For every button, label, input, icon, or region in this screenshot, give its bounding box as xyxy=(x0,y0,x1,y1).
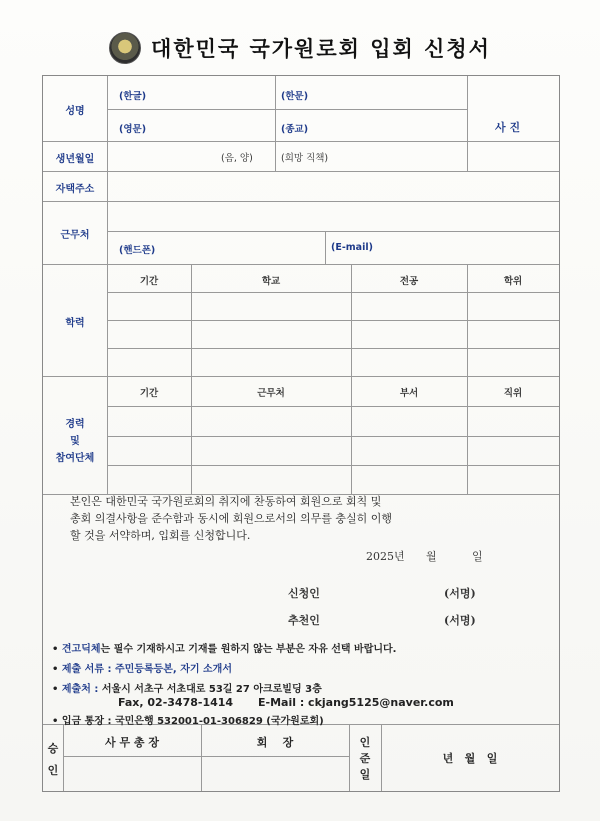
mobile-field[interactable]: (핸드폰) xyxy=(119,245,156,256)
note-fax: Fax, 02-3478-1414 xyxy=(118,696,234,709)
photo-box[interactable]: 사 진 xyxy=(495,121,521,134)
note-bank-text: 입금 통장 : 국민은행 532001-01-306829 (국가원로회) xyxy=(61,716,324,727)
recommender-label: 추천인 xyxy=(288,614,320,627)
pledge-line: 본인은 대한민국 국가원로회의 취지에 찬동하여 회원으로 회칙 및 xyxy=(70,495,382,508)
education-col-degree: 학위 xyxy=(503,276,523,287)
religion-field[interactable]: (종교) xyxy=(281,124,309,135)
address-label: 자택주소 xyxy=(55,184,95,195)
applicant-signature[interactable]: (서명) xyxy=(444,587,476,600)
career-label-line1: 경력 xyxy=(65,419,85,430)
career-col-position: 직위 xyxy=(503,388,523,399)
seal-icon xyxy=(109,32,141,64)
approval-date-field[interactable]: 년 월 일 xyxy=(442,752,498,765)
pledge-date-month[interactable]: 월 xyxy=(426,550,437,563)
hangul-field[interactable]: (한글) xyxy=(119,91,147,102)
note-bank: • 입금 통장 : 국민은행 532001-01-306829 (국가원로회) xyxy=(52,716,324,727)
note-submission: • 제출처 : 서울시 서초구 서초대로 53길 27 아크로빌딩 3층 xyxy=(52,684,322,695)
birth-label: 생년월일 xyxy=(55,154,95,165)
career-col-workplace: 근무처 xyxy=(257,388,285,399)
education-col-major: 전공 xyxy=(399,276,419,287)
recommender-signature[interactable]: (서명) xyxy=(444,614,476,627)
pledge-date-year[interactable]: 2025년 xyxy=(366,550,405,563)
desired-position-field[interactable]: (희망 직책) xyxy=(281,153,329,164)
career-col-period: 기간 xyxy=(139,388,159,399)
work-label: 근무처 xyxy=(60,230,90,241)
education-col-school: 학교 xyxy=(261,276,281,287)
email-field[interactable]: (E-mail) xyxy=(331,242,373,253)
pledge-date-day[interactable]: 일 xyxy=(472,550,483,563)
form-title: 대한민국 국가원로회 입회 신청서 xyxy=(151,37,491,61)
note-submission-address: 서울시 서초구 서초대로 53길 27 아크로빌딩 3층 xyxy=(101,684,322,695)
secretary-general-label: 사 무 총 장 xyxy=(105,736,159,749)
confirm-date-label-line1: 인 xyxy=(359,736,371,749)
name-label: 성명 xyxy=(65,106,85,117)
career-label-line2: 및 xyxy=(70,436,80,447)
note-email: E-Mail : ckjang5125@naver.com xyxy=(258,696,454,709)
note-documents-text: 제출 서류 : 주민등록등본, 자기 소개서 xyxy=(61,664,232,675)
pledge-line: 총회 의결사항을 준수함과 동시에 회원으로서의 의무를 충실히 이행 xyxy=(70,512,393,525)
pledge-line: 할 것을 서약하며, 입회를 신청합니다. xyxy=(70,529,251,542)
note-highlight: 견고딕체 xyxy=(61,644,101,655)
confirm-date-label-line2: 준 xyxy=(359,752,371,765)
chairman-label: 회 장 xyxy=(256,736,294,749)
confirm-date-label-line3: 일 xyxy=(359,768,371,781)
lunar-solar-field[interactable]: (음, 양) xyxy=(221,153,253,164)
applicant-label: 신청인 xyxy=(288,587,320,600)
approval-label-line2: 인 xyxy=(47,764,59,777)
career-col-department: 부서 xyxy=(399,388,419,399)
education-col-period: 기간 xyxy=(139,276,159,287)
note-submission-label: 제출처 : xyxy=(61,684,99,695)
note-text: 는 필수 기재하시고 기재를 원하지 않는 부분은 자유 선택 바랍니다. xyxy=(100,644,397,655)
hanja-field[interactable]: (한문) xyxy=(281,91,309,102)
form-header xyxy=(60,28,540,68)
approval-label-line1: 승 xyxy=(47,742,59,755)
pledge-text xyxy=(70,493,540,544)
english-field[interactable]: (영문) xyxy=(119,124,147,135)
career-label-line3: 참여단체 xyxy=(55,453,95,464)
education-label: 학력 xyxy=(65,318,85,329)
note-documents: • 제출 서류 : 주민등록등본, 자기 소개서 xyxy=(52,664,232,675)
note-required-fields: • 견고딕체는 필수 기재하시고 기재를 원하지 않는 부분은 자유 선택 바랍니다. xyxy=(52,644,397,655)
